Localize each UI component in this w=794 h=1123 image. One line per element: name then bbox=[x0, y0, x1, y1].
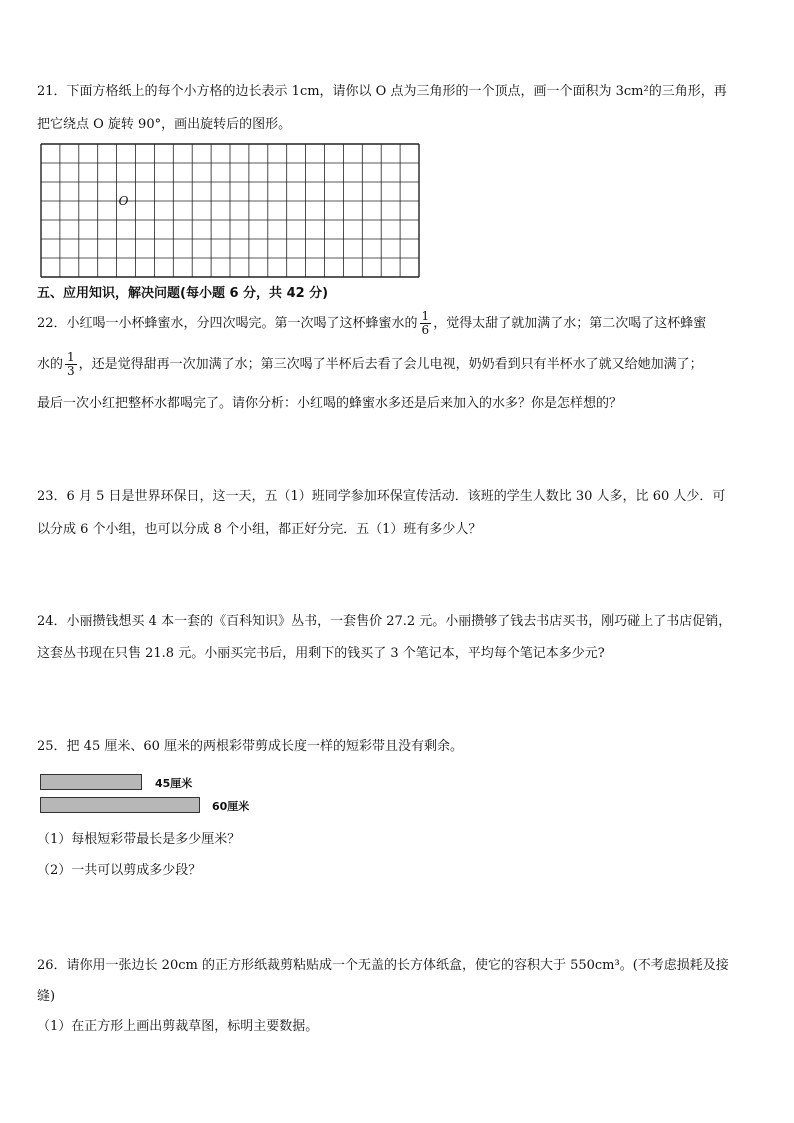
q22-line1-end: ，觉得太甜了就加满了水；第二次喝了这杯蜂蜜 bbox=[433, 316, 707, 331]
q24-text-line2: 这套丛书现在只售 21.8 元。小丽买完书后，用剩下的钱买了 3 个笔记本，平均每个笔记本多少元? bbox=[37, 646, 605, 661]
q25-text-line1: 25．把 45 厘米、60 厘米的两根彩带剪成长度一样的短彩带且没有剩余。 bbox=[37, 739, 464, 754]
q22-text-line2 bbox=[37, 350, 703, 380]
q22-line1-start: 22．小红喝一小杯蜂蜜水，分四次喝完。第一次喝了这杯蜂蜜水的 bbox=[37, 316, 418, 331]
square-grid-paper bbox=[40, 143, 421, 279]
q26-text-line2: 缝) bbox=[37, 989, 56, 1004]
point-o-label: O bbox=[118, 194, 129, 208]
q26-sub-question-1: （1）在正方形上画出剪裁草图，标明主要数据。 bbox=[37, 1019, 319, 1034]
section-5-heading: 五、应用知识，解决问题(每小题 6 分，共 42 分) bbox=[37, 286, 329, 301]
q24-text-line1: 24．小丽攒钱想买 4 本一套的《百科知识》丛书，一套售价 27.2 元。小丽攒够了钱去书店买书，刚巧碰上了书店促销， bbox=[37, 614, 732, 629]
q22-line2-end: ，还是觉得甜再一次加满了水；第三次喝了半杯后去看了会儿电视，奶奶看到只有半杯水了就又给她加满了； bbox=[78, 357, 703, 372]
q25-sub-question-2: （2）一共可以剪成多少段？ bbox=[37, 863, 202, 878]
q22-line2-start: 水的 bbox=[37, 357, 64, 372]
q25-sub-question-1: （1）每根短彩带最长是多少厘米？ bbox=[37, 832, 241, 847]
q21-text-line1: 21．下面方格纸上的每个小方格的边长表示 1cm，请你以 O 点为三角形的一个顶点，画一个面积为 3cm²的三角形，再 bbox=[37, 84, 727, 99]
q23-text-line2: 以分成 6 个小组，也可以分成 8 个小组，都正好分完．五（1）班有多少人？ bbox=[37, 522, 482, 537]
q21-text-line2: 把它绕点 O 旋转 90°，画出旋转后的图形。 bbox=[37, 117, 292, 132]
fraction-one-sixth: $\frac{1}{6}$ bbox=[421, 309, 430, 337]
ribbon-60cm-bar bbox=[40, 797, 200, 813]
q23-text-line1: 23．6 月 5 日是世界环保日，这一天，五（1）班同学参加环保宣传活动．该班的学生人数比 30 人多，比 60 人少．可 bbox=[37, 489, 726, 504]
ribbon-60cm-label: 60厘米 bbox=[212, 800, 250, 813]
fraction-one-third: $\frac{1}{3}$ bbox=[67, 350, 75, 378]
q26-text-line1: 26．请你用一张边长 20cm 的正方形纸裁剪粘贴成一个无盖的长方体纸盒，使它的容积大于 550cm³。(不考虑损耗及接 bbox=[37, 958, 729, 973]
ribbon-45cm-label: 45厘米 bbox=[155, 777, 193, 790]
q22-text-line3: 最后一次小红把整杯水都喝完了。请你分析：小红喝的蜂蜜水多还是后来加入的水多？你是怎样想的？ bbox=[37, 396, 623, 411]
q22-text-line1 bbox=[37, 309, 706, 339]
ribbon-45cm-bar bbox=[40, 774, 142, 790]
